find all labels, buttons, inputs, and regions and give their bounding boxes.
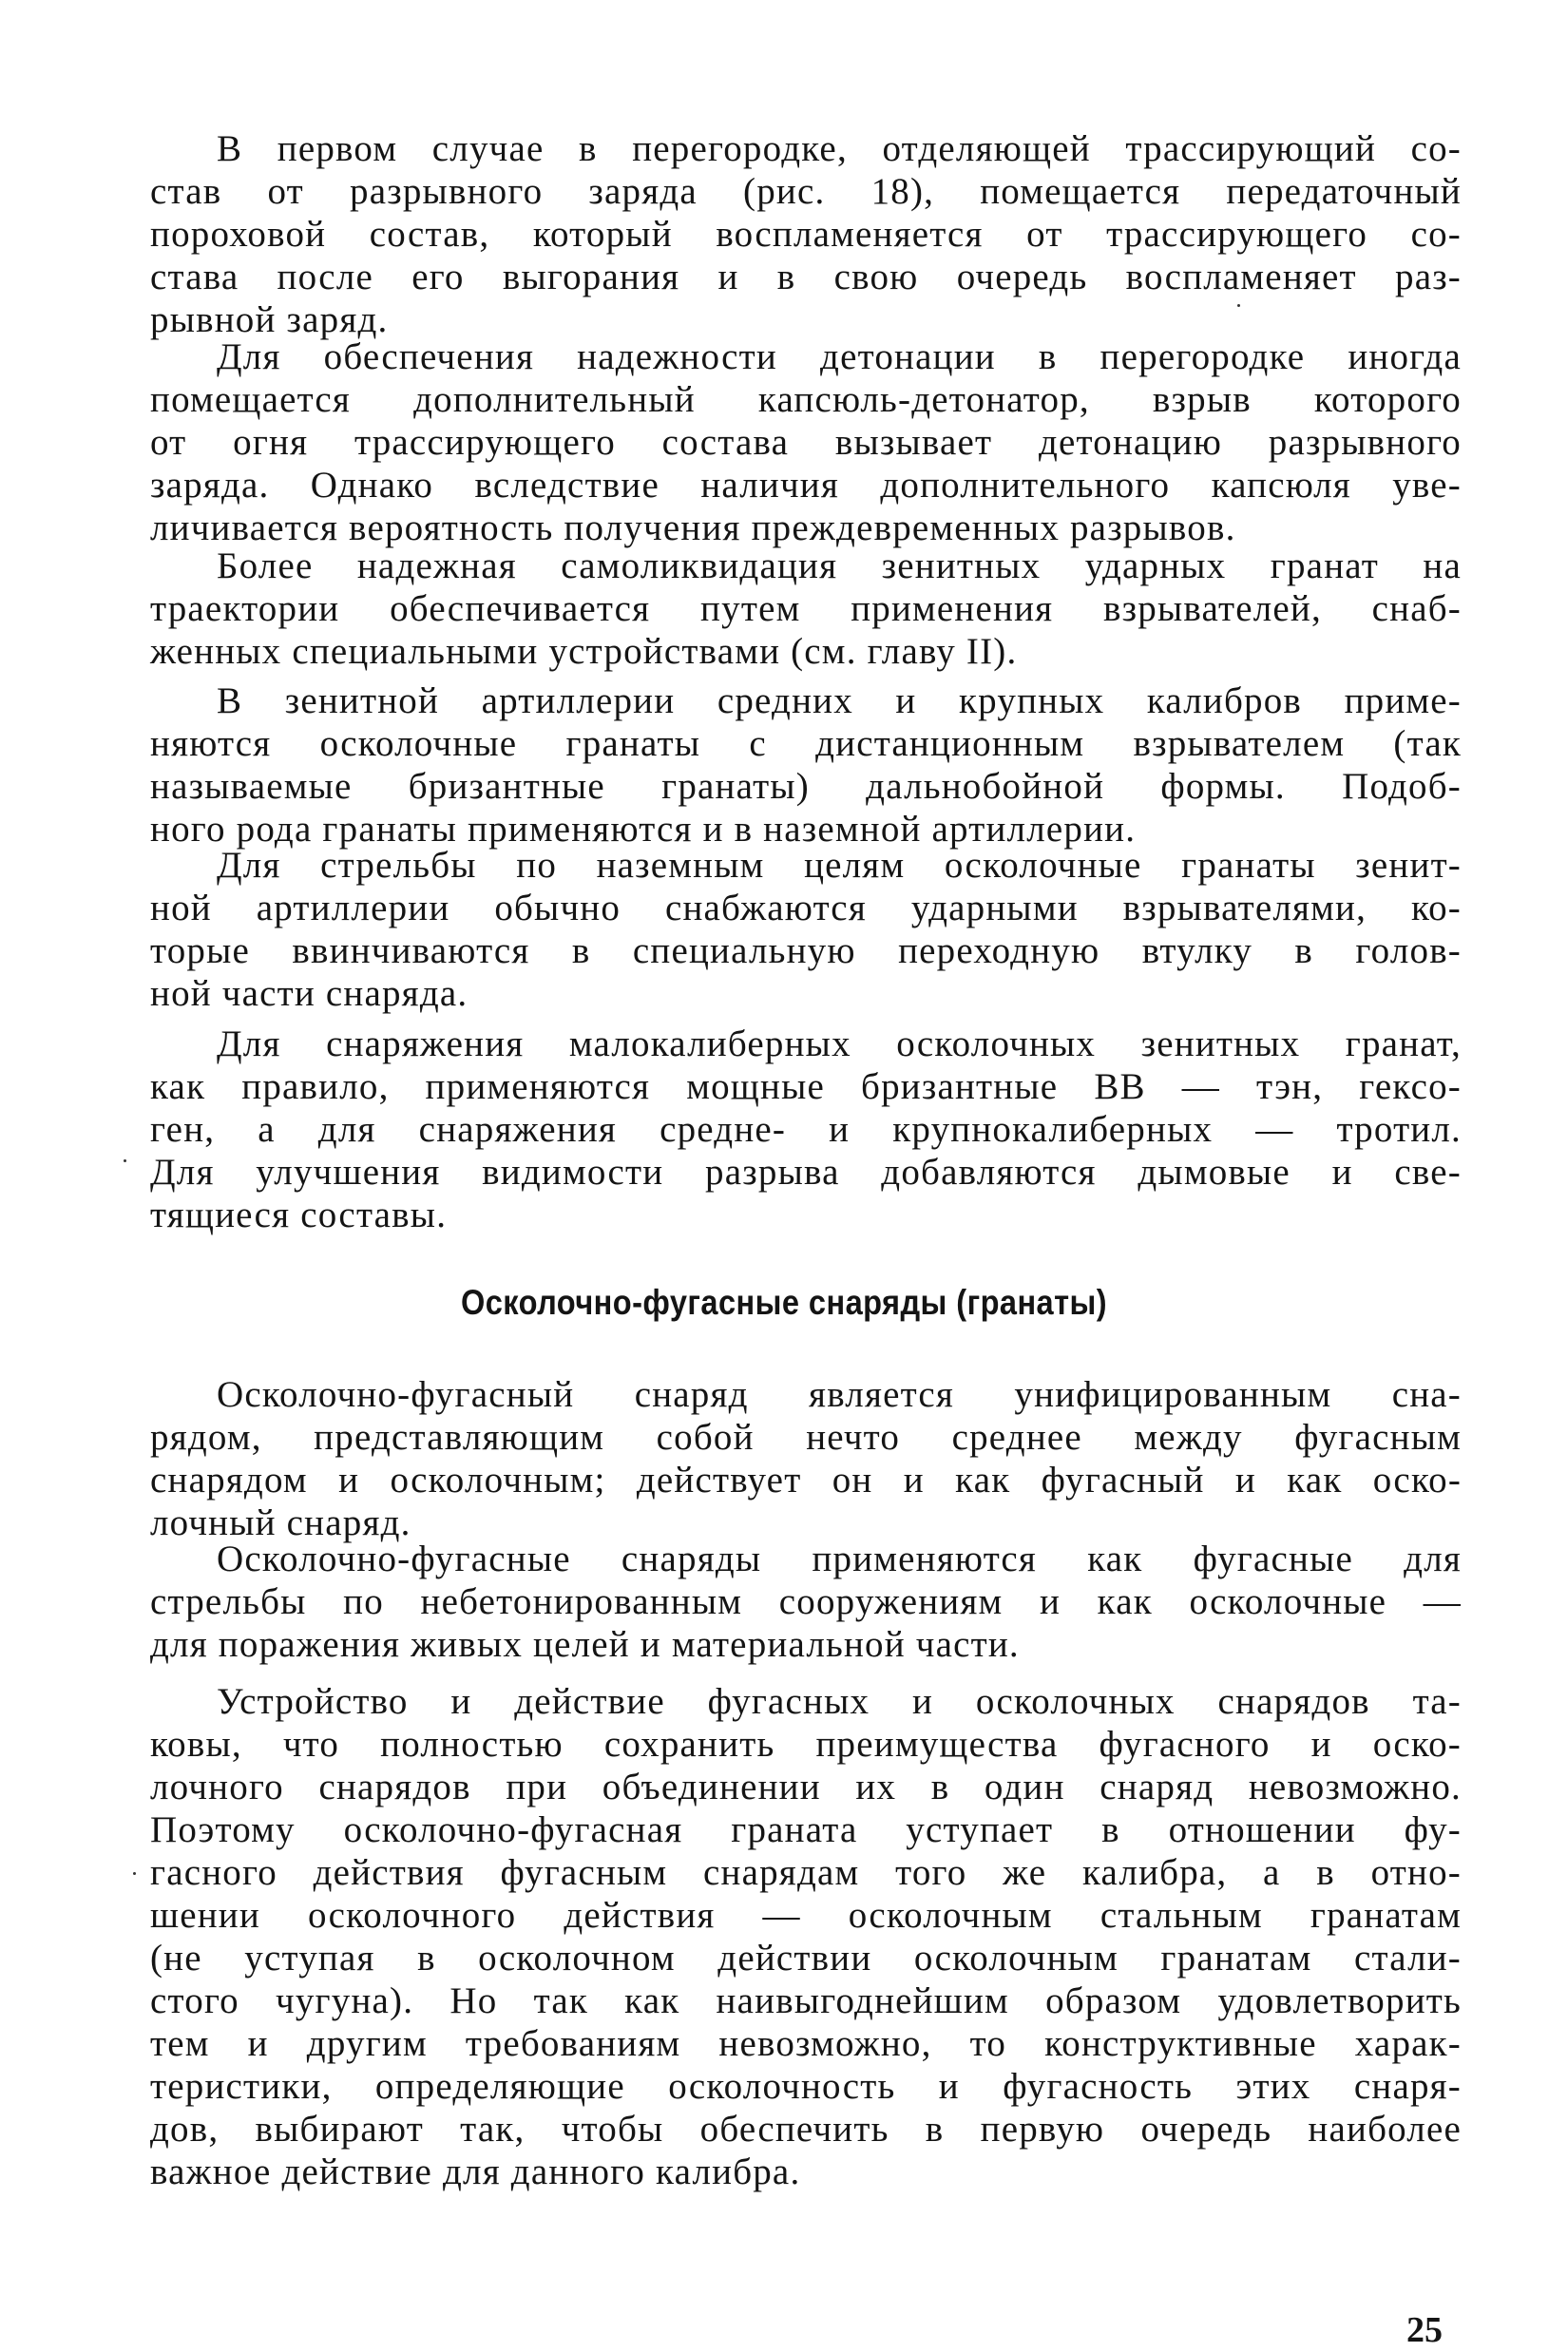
text-line: Более надежная самоликвидация зенитных ударных гранат на [217, 545, 1462, 586]
text-line: дов, выбирают так, чтобы обеспечить в первую очередь наиболее [150, 2109, 1462, 2150]
text-line: шении осколочного действия — осколочным стальным гранатам [150, 1895, 1462, 1936]
section-heading: Осколочно-фугасные снаряды (гранаты) [460, 1283, 1108, 1322]
text-line: важное действие для данного калибра. [150, 2151, 801, 2192]
text-line: ковы, что полностью сохранить преимущества фугасного и оско- [150, 1724, 1462, 1765]
text-line: няются осколочные гранаты с дистанционным взрывателем (так [150, 723, 1462, 764]
text-line: Осколочно-фугасные снаряды применяются как фугасные для [217, 1539, 1462, 1579]
paragraph [150, 1538, 1462, 1666]
text-line: гасного действия фугасным снарядам того же калибра, а в отно- [150, 1852, 1462, 1893]
text-line: как правило, применяются мощные бризантные ВВ — тэн, гексо- [150, 1066, 1462, 1107]
text-line: В зенитной артиллерии средних и крупных калибров приме- [217, 680, 1462, 721]
text-line: лочный снаряд. [150, 1502, 411, 1543]
paragraph [150, 1023, 1462, 1236]
text-line: для поражения живых целей и материальной части. [150, 1624, 1020, 1665]
paragraph [150, 335, 1462, 549]
text-line: от огня трассирующего состава вызывает детонацию разрывного [150, 422, 1462, 463]
text-line: тем и другим требованиям невозможно, то конструктивные харак- [150, 2023, 1462, 2064]
text-line: пороховой состав, который воспламеняется от трассирующего со- [150, 214, 1462, 255]
text-line: став от разрывного заряда (рис. 18), помещается передаточный [150, 171, 1462, 212]
scan-speck [1237, 304, 1240, 307]
text-line: Для обеспечения надежности детонации в перегородке иногда [217, 336, 1462, 377]
text-line: ной части снаряда. [150, 973, 468, 1014]
page-number: 25 [1406, 2310, 1443, 2350]
text-line: рывной заряд. [150, 299, 389, 340]
text-line: става после его выгорания и в свою очередь воспламеняет раз- [150, 257, 1462, 297]
text-line: стого чугуна). Но так как наивыгоднейшим образом удовлетворить [150, 1980, 1462, 2021]
text-line: заряда. Однако вследствие наличия дополнительного капсюля уве- [150, 465, 1462, 506]
scan-speck [124, 1159, 126, 1162]
text-line: женных специальными устройствами (см. главу II). [150, 631, 1018, 672]
paragraph [150, 127, 1462, 341]
text-line: траектории обеспечивается путем применения взрывателей, снаб- [150, 588, 1462, 629]
scan-speck [133, 1872, 136, 1875]
text-line: ген, а для снаряжения средне- и крупнокалиберных — тротил. [150, 1109, 1462, 1150]
text-line: стрельбы по небетонированным сооружениям и как осколочные — [150, 1581, 1462, 1622]
text-line: Для снаряжения малокалиберных осколочных зенитных гранат, [217, 1023, 1462, 1064]
text-line: ного рода гранаты применяются и в наземной артиллерии. [150, 809, 1137, 850]
text-line: В первом случае в перегородке, отделяющей трассирующий со- [217, 128, 1462, 169]
text-line: помещается дополнительный капсюль-детонатор, взрыв которого [150, 379, 1462, 420]
text-line: рядом, представляющим собой нечто среднее между фугасным [150, 1417, 1462, 1458]
text-line: Для улучшения видимости разрыва добавляются дымовые и све- [150, 1152, 1462, 1193]
text-line: (не уступая в осколочном действии осколочным гранатам стали- [150, 1938, 1462, 1979]
text-line: снарядом и осколочным; действует он и как фугасный и как оско- [150, 1460, 1462, 1501]
text-line: Для стрельбы по наземным целям осколочные гранаты зенит- [217, 845, 1462, 886]
text-line: ной артиллерии обычно снабжаются ударными взрывателями, ко- [150, 888, 1462, 928]
paragraph [150, 1680, 1462, 2193]
text-line: личивается вероятность получения преждевременных разрывов. [150, 507, 1236, 548]
paragraph [150, 1373, 1462, 1544]
paragraph [150, 844, 1462, 1015]
paragraph [150, 679, 1462, 851]
text-line: теристики, определяющие осколочность и фугасность этих снаря- [150, 2066, 1462, 2107]
text-line: Поэтому осколочно-фугасная граната уступает в отношении фу- [150, 1809, 1462, 1850]
text-line: лочного снарядов при объединении их в один снаряд невозможно. [150, 1767, 1462, 1807]
text-line: торые ввинчиваются в специальную переходную втулку в голов- [150, 930, 1462, 971]
text-line: тящиеся составы. [150, 1195, 448, 1235]
text-line: Осколочно-фугасный снаряд является унифицированным сна- [217, 1374, 1462, 1415]
text-line: называемые бризантные гранаты) дальнобойной формы. Подоб- [150, 766, 1462, 807]
paragraph [150, 545, 1462, 673]
text-line: Устройство и действие фугасных и осколочных снарядов та- [217, 1681, 1462, 1722]
